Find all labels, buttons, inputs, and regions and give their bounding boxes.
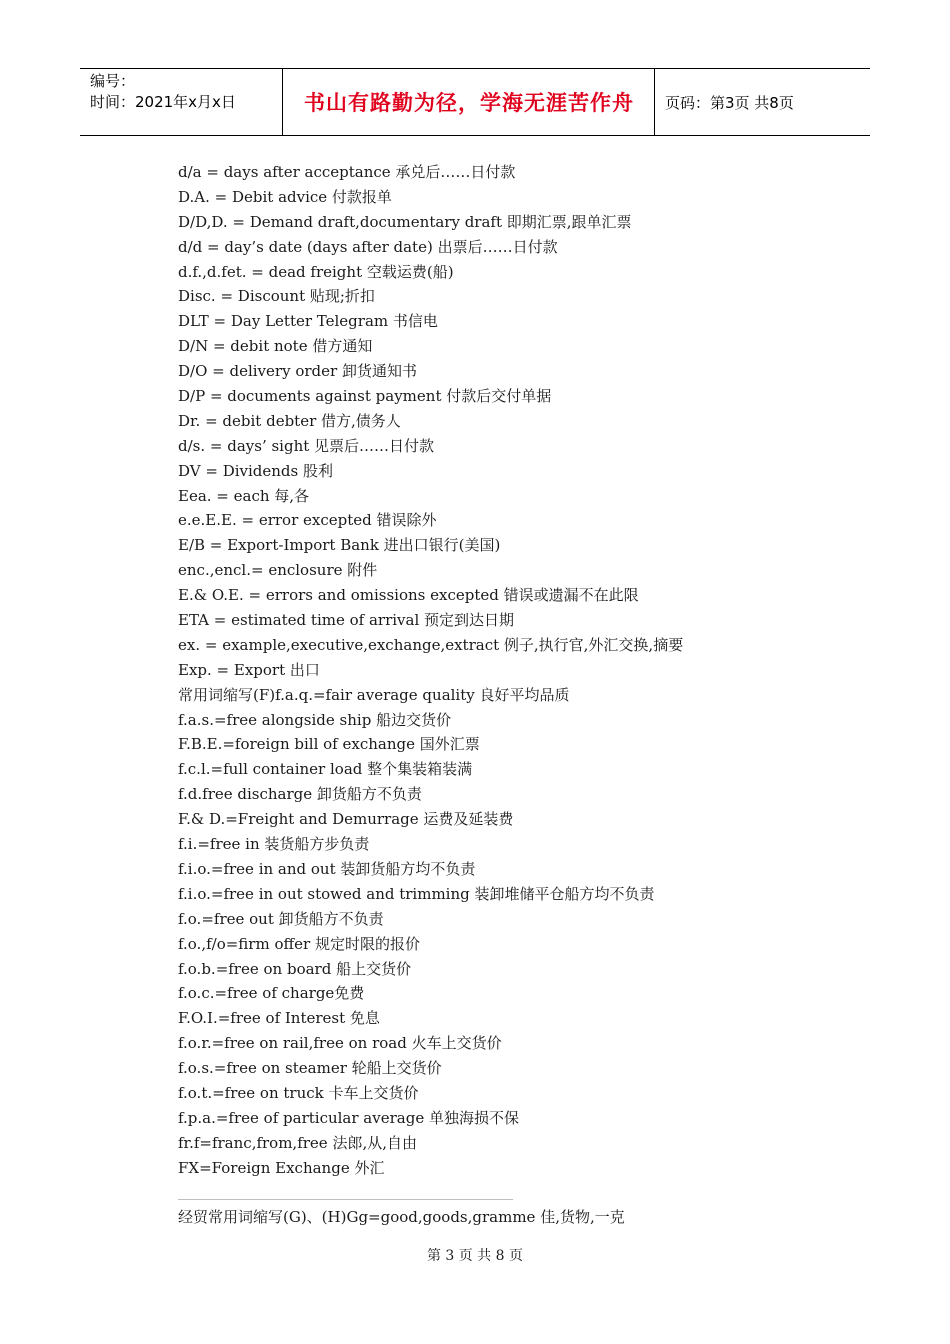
abbreviation-entry: f.o.c.=free of charge免费	[178, 984, 365, 1003]
abbreviation-entry: DLT = Day Letter Telegram 书信电	[178, 312, 438, 331]
abbreviation-entry: ETA = estimated time of arrival 预定到达日期	[178, 611, 515, 630]
abbreviation-entry: f.o.,f/o=firm offer 规定时限的报价	[178, 934, 420, 953]
abbreviation-entry: D/P = documents against payment 付款后交付单据	[178, 387, 552, 406]
abbreviation-entry: f.i.o.=free in and out 装卸货船方均不负责	[178, 859, 476, 878]
abbreviation-entry: d/d = day’s date (days after date) 出票后……日付款	[178, 237, 558, 256]
abbreviation-entry: fr.f=franc,from,free 法郎,从,自由	[178, 1133, 417, 1152]
abbreviation-entry: 常用词缩写(F)f.a.q.=fair average quality 良好平均品质	[178, 685, 570, 704]
abbreviation-entry: F.O.I.=free of Interest 免息	[178, 1009, 380, 1028]
abbreviation-entry: DV = Dividends 股利	[178, 461, 334, 480]
footer-page-number: 第 3 页 共 8 页	[426, 1248, 524, 1264]
abbreviation-entry: D.A. = Debit advice 付款报单	[178, 187, 392, 206]
abbreviation-entry: f.d.free discharge 卸货船方不负责	[178, 785, 422, 804]
abbreviation-entry: D/D,D. = Demand draft,documentary draft 即期汇票,跟单汇票	[178, 212, 632, 231]
abbreviation-entry: f.o.s.=free on steamer 轮船上交货价	[178, 1059, 442, 1078]
abbreviation-entry: E.& O.E. = errors and omissions excepted 错误或遗漏不在此限	[178, 586, 639, 605]
document-id-label: 编号：	[90, 72, 136, 90]
footnote-text: 经贸常用词缩写(G)、(H)Gg=good,goods,gramme 佳,货物,一克	[178, 1208, 625, 1226]
abbreviation-entry: f.i.=free in 装货船方步负责	[178, 835, 370, 854]
abbreviation-entry: f.o.=free out 卸货船方不负责	[178, 909, 384, 928]
abbreviation-entry: D/O = delivery order 卸货通知书	[178, 362, 417, 381]
abbreviation-entry: f.p.a.=free of particular average 单独海损不保	[178, 1108, 519, 1127]
page-header	[80, 68, 870, 136]
abbreviation-list	[178, 160, 878, 1181]
header-divider-right	[654, 69, 655, 135]
abbreviation-entry: d/s. = days’ sight 见票后……日付款	[178, 436, 435, 455]
abbreviation-entry: f.o.t.=free on truck 卡车上交货价	[178, 1083, 419, 1102]
abbreviation-entry: f.o.b.=free on board 船上交货价	[178, 959, 412, 978]
abbreviation-entry: d.f.,d.fet. = dead freight 空载运费(船)	[178, 262, 454, 281]
header-meta	[90, 71, 236, 113]
header-motto: 书山有路勤为径，学海无涯苦作舟	[304, 91, 634, 115]
header-page-code: 页码：第3页 共8页	[665, 93, 794, 112]
abbreviation-entry: f.c.l.=full container load 整个集装箱装满	[178, 760, 473, 779]
abbreviation-entry: F.& D.=Freight and Demurrage 运费及延装费	[178, 810, 514, 829]
abbreviation-entry: FX=Foreign Exchange 外汇	[178, 1158, 385, 1177]
abbreviation-entry: f.o.r.=free on rail,free on road 火车上交货价	[178, 1034, 502, 1053]
header-divider-left	[282, 69, 283, 135]
abbreviation-entry: D/N = debit note 借方通知	[178, 337, 373, 356]
abbreviation-entry: e.e.E.E. = error excepted 错误除外	[178, 511, 437, 530]
abbreviation-entry: f.a.s.=free alongside ship 船边交货价	[178, 710, 452, 729]
abbreviation-entry: f.i.o.=free in out stowed and trimming 装卸堆储平仓船方均不负责	[178, 884, 655, 903]
abbreviation-entry: Exp. = Export 出口	[178, 660, 320, 679]
section-divider	[178, 1199, 513, 1200]
abbreviation-entry: d/a = days after acceptance 承兑后……日付款	[178, 163, 516, 181]
abbreviation-entry: F.B.E.=foreign bill of exchange 国外汇票	[178, 735, 480, 754]
abbreviation-entry: enc.,encl.= enclosure 附件	[178, 561, 378, 580]
abbreviation-entry: E/B = Export-Import Bank 进出口银行(美国)	[178, 536, 501, 555]
abbreviation-entry: Dr. = debit debter 借方,债务人	[178, 411, 401, 430]
abbreviation-entry: Disc. = Discount 贴现;折扣	[178, 287, 375, 306]
page-footer	[0, 1245, 950, 1265]
abbreviation-entry: ex. = example,executive,exchange,extract 例子,执行官,外汇交换,摘要	[178, 635, 684, 654]
abbreviation-entry: Eea. = each 每,各	[178, 486, 310, 505]
document-date: 时间：2021年x月x日	[90, 93, 236, 111]
